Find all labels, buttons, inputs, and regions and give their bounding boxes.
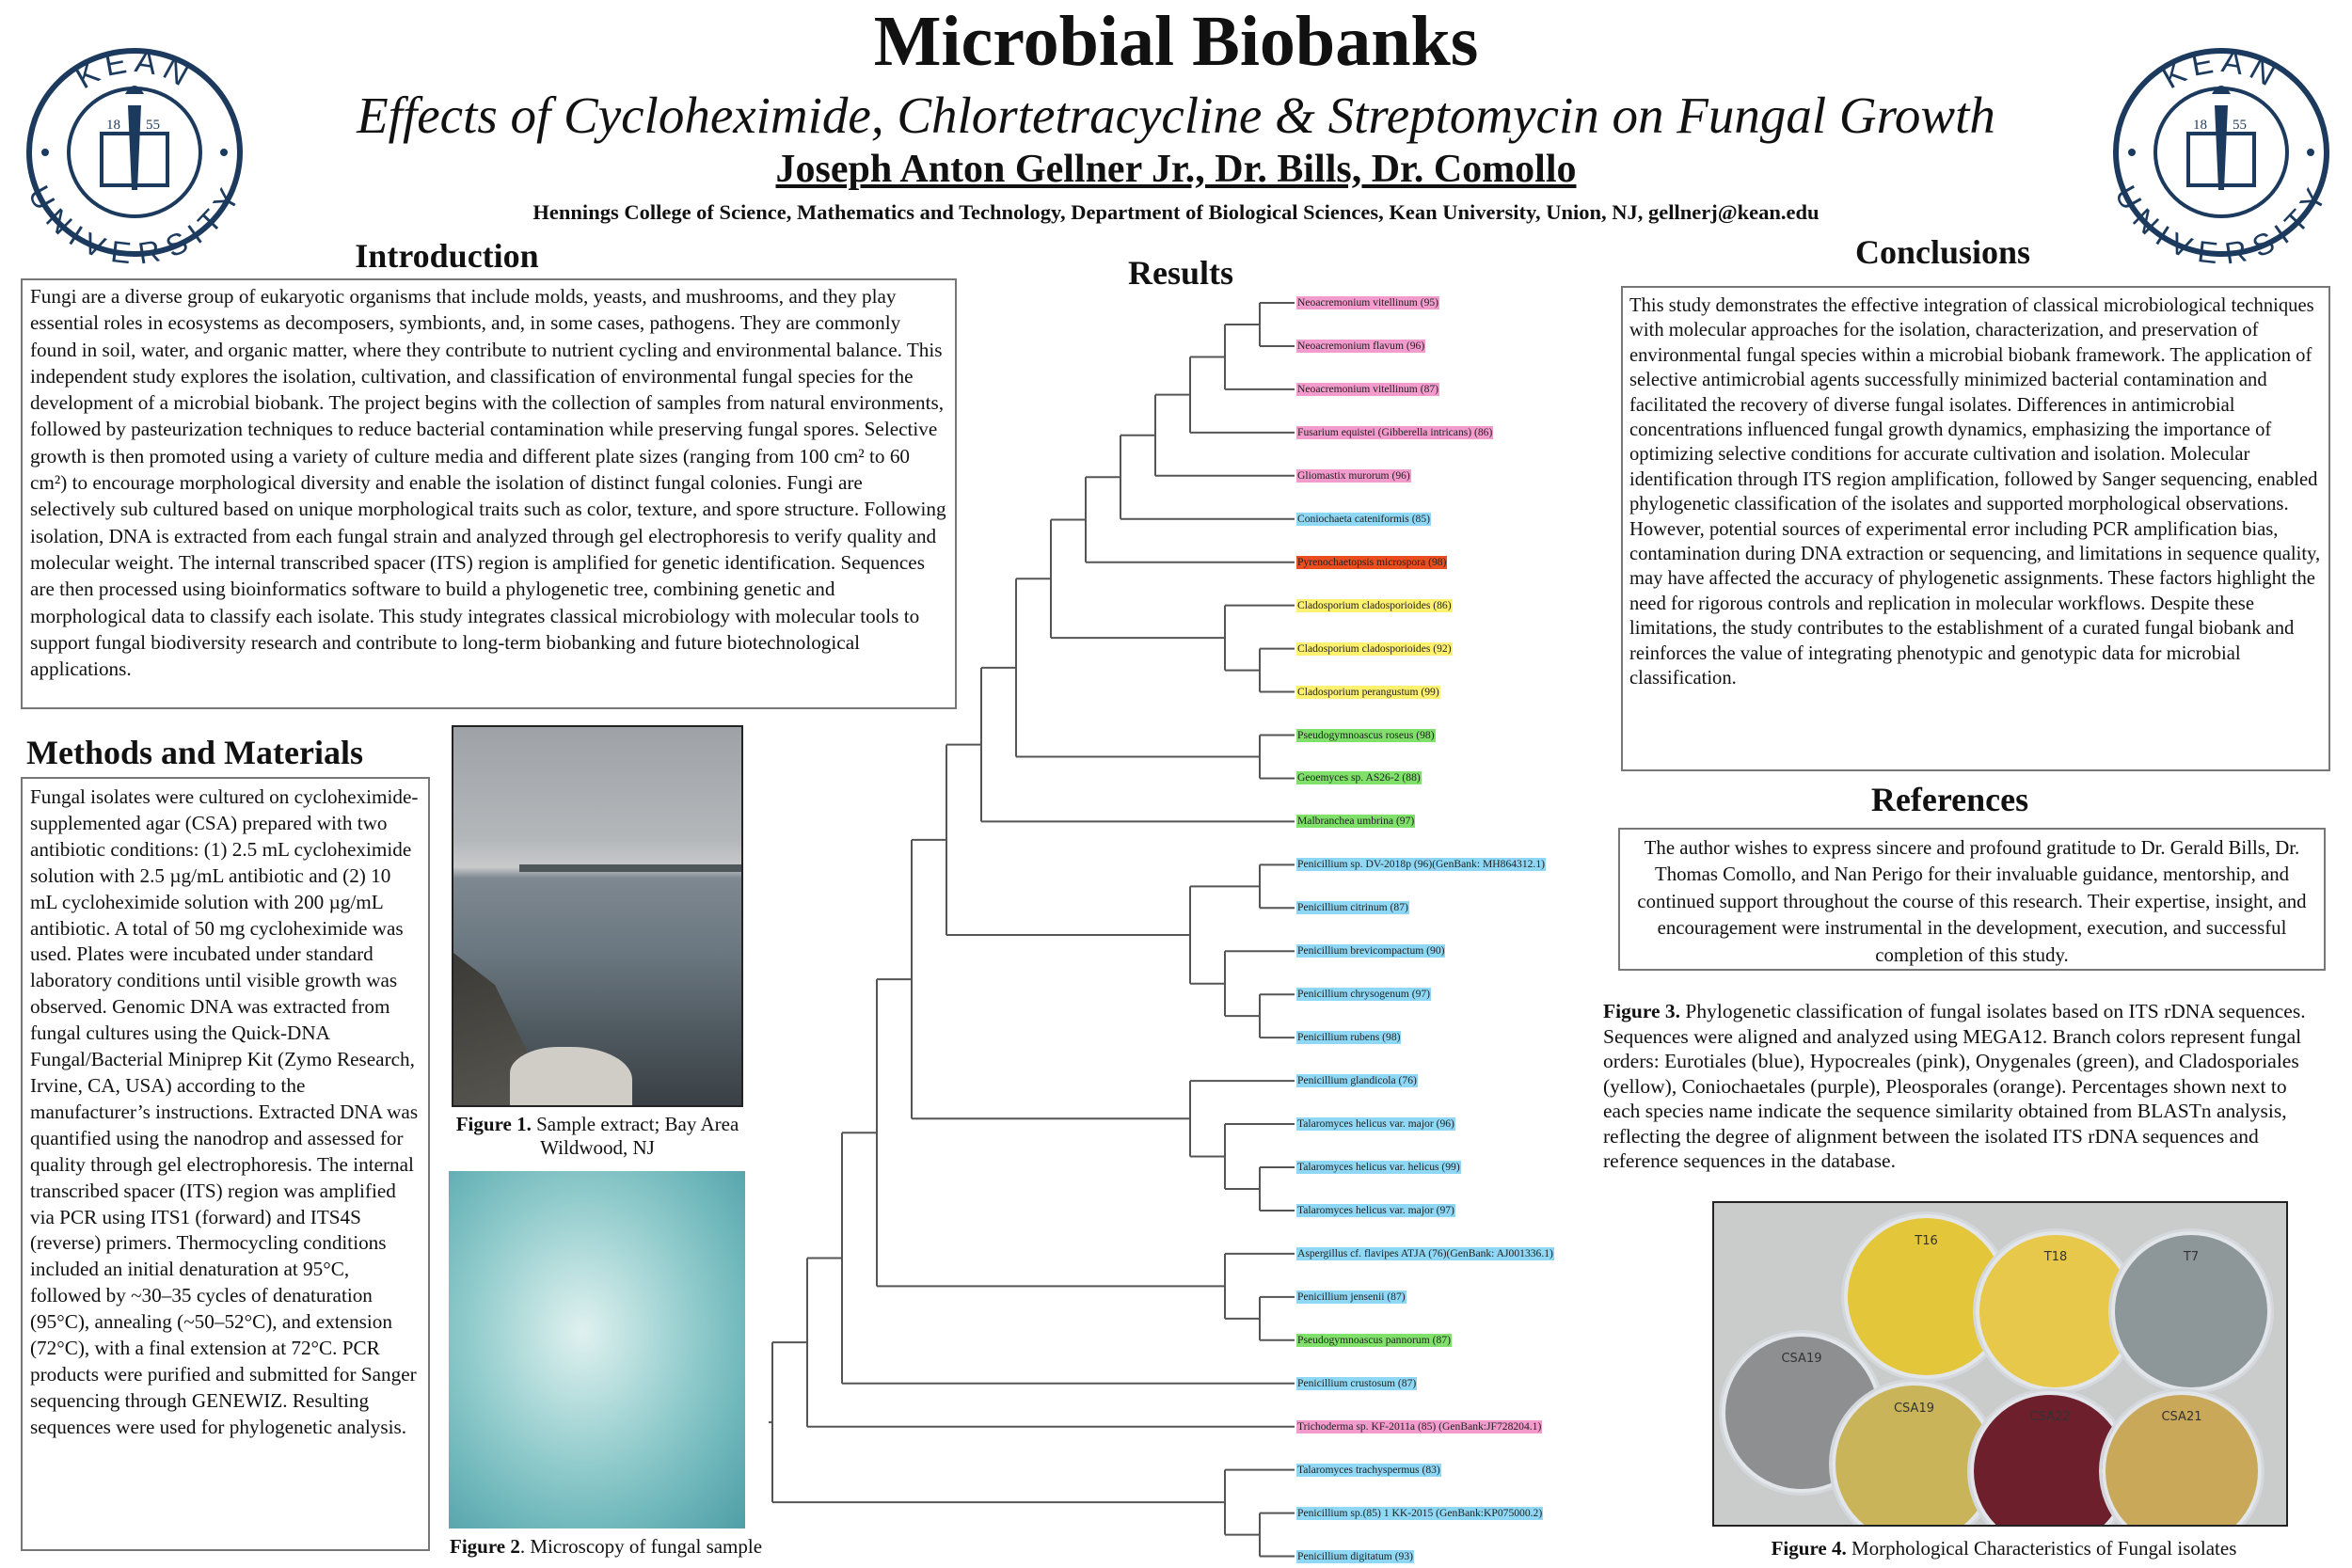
tree-leaf-label: Fusarium equistei (Gibberella intricans) (86) xyxy=(1297,425,1493,438)
tree-leaf-label: Trichoderma sp. KF-2011a (85) (GenBank:JF728204.1) xyxy=(1297,1419,1542,1433)
figure-4-caption xyxy=(1693,1537,2314,1560)
figure-3-caption xyxy=(1603,999,2320,1174)
conclusions-box xyxy=(1621,286,2330,771)
logo-bottom-text: UNIVERSITY xyxy=(22,180,248,265)
tree-leaf-label: Pseudogymnoascus roseus (98) xyxy=(1297,728,1435,741)
references-text: The author wishes to express sincere and profound gratitude to Dr. Gerald Bills, Dr. Thomas Comollo, and Nan Perigo for their invaluable guidance, mentorship, and continued support throughout the course of this research. Their expertise, insight, and encouragement were instrumental in the development, execution, and successful completion of this study. xyxy=(1637,837,2307,966)
logo-year-right: 55 xyxy=(146,118,160,133)
tree-leaf-label: Talaromyces helicus var. major (96) xyxy=(1297,1117,1454,1131)
tree-leaf-label: Malbranchea umbrina (97) xyxy=(1297,815,1415,828)
tree-leaf-label: Pseudogymnoascus pannorum (87) xyxy=(1297,1333,1451,1346)
tree-leaf-label: Penicillium sp.(85) 1 KK-2015 (GenBank:KP075000.2) xyxy=(1297,1506,1543,1519)
tree-leaf-label: Penicillium jensenii (87) xyxy=(1297,1290,1406,1303)
petri-dish-label: CSA19 xyxy=(1781,1352,1822,1367)
figure-1-caption-text: Sample extract; Bay Area Wildwood, NJ xyxy=(531,1113,739,1159)
introduction-text: Fungi are a diverse group of eukaryotic organisms that include molds, yeasts, and mushrooms, and they play essential roles in ecosystems as decomposers, symbionts, and, in some cases, pathogens. They are commonly found in soil, water, and organic matter, where they contribute to nutrient cycling and environmental balance. This independent study explores the isolation, cultivation, and classification of environmental fungal species for the development of a microbial biobank. The project begins with the collection of samples from natural environments, followed by pasteurization techniques to reduce bacterial contamination while preserving fungal spores. Selective growth is then promoted using a variety of culture media and different plate sizes (ranging from 100 cm² to 60 cm²) to encourage morphological diversity and enable the isolation of distinct fungal colonies. Fungi are selectively sub cultured based on unique morphological traits such as color, texture, and spore structure. Following isolation, DNA is extracted from each fungal strain and analyzed through gel electrophoresis to verify quality and molecular weight. The internal transcribed spacer (ITS) region is amplified for genetic identification. Sequences are then processed using bioinformatics software to build a phylogenetic tree, combining genetic and morphological data to classify each isolate. This study integrates classical microbiology with molecular tools to support fungal biodiversity research and contribute to long-term biobanking and future biotechnological applications. xyxy=(30,285,946,681)
petri-dish-label: T7 xyxy=(2183,1250,2200,1265)
logo-top-text: KEAN xyxy=(69,43,200,97)
poster-title: Microbial Biobanks xyxy=(873,2,1479,81)
petri-dish-label: T16 xyxy=(1915,1233,1938,1248)
figure-2-caption-text: . Microscopy of fungal sample xyxy=(519,1535,763,1558)
figure-1-label: Figure 1. xyxy=(455,1113,532,1135)
figure-3-caption-text: Phylogenetic classification of fungal isolates based on ITS rDNA sequences. Sequences were aligned and analyzed using MEGA12. Branch colors represent fungal orders: Eurotiales (blue), Hypocreales (pink), Onygenales (green), and Cladosporiales (yellow), Coniochaetales (purple), Pleosporales (orange). Percentages shown next to each species name indicate the sequence similarity obtained from BLASTn analysis, reflecting the degree of alignment between the isolated ITS rDNA sequences and reference sequences in the database. xyxy=(1603,1000,2306,1172)
tree-leaf-label: Penicillium digitatum (93) xyxy=(1297,1549,1414,1562)
tree-leaf-label: Penicillium rubens (98) xyxy=(1297,1031,1401,1044)
tree-leaf-label: Penicillium brevicompactum (90) xyxy=(1297,944,1445,958)
figure-3-label: Figure 3. xyxy=(1603,1000,1681,1022)
tree-leaf-label: Cladosporium cladosporioides (92) xyxy=(1297,641,1452,655)
results-heading: Results xyxy=(1127,254,1233,292)
logo-top-text: KEAN xyxy=(2155,43,2287,97)
tree-leaf-label: Talaromyces trachyspermus (83) xyxy=(1297,1463,1440,1476)
tree-leaf-label: Neoacremonium vitellinum (95) xyxy=(1297,296,1439,309)
tree-leaf-label: Penicillium glandicola (76) xyxy=(1297,1074,1417,1087)
figure-4-petri-dishes-photo xyxy=(1712,1201,2288,1527)
figure-4-caption-text: Morphological Characteristics of Fungal isolates xyxy=(1846,1537,2237,1560)
tree-leaf-label: Gliomastix murorum (96) xyxy=(1297,468,1410,482)
logo-year-left: 18 xyxy=(2193,118,2207,133)
tree-leaf-label: Penicillium crustosum (87) xyxy=(1297,1376,1417,1389)
tree-leaf-label: Talaromyces helicus var. major (97) xyxy=(1297,1203,1454,1216)
conclusions-text: This study demonstrates the effective integration of classical microbiological techniques with molecular approaches for the isolation, characterization, and preservation of environmental fungal species within a microbial biobank framework. The application of selective antimicrobial agents successfully minimized bacterial contamination and facilitated the recovery of diverse fungal isolates. Differences in antimicrobial concentrations influenced fungal growth dynamics, emphasizing the importance of optimizing selective conditions for accurate cultivation and isolation. Molecular identification through ITS region amplification, followed by Sanger sequencing, enabled phylogenetic classification of the isolates and supported morphological observations. However, potential sources of experimental error including PCR amplification bias, contamination during DNA extraction or sequencing, and limitations in sequence quality, may have affected the accuracy of phylogenetic assignments. These factors highlight the need for rigorous controls and replication in molecular workflows. Despite these limitations, the study contributes to the establishment of a curated fungal biobank and reinforces the value of integrating phenotypic and genotypic data for microbial classification. xyxy=(1629,295,2321,689)
tree-leaf-label: Cladosporium perangustum (99) xyxy=(1297,685,1439,698)
petri-dish xyxy=(2102,1391,2262,1527)
references-heading: References xyxy=(1870,781,2029,818)
petri-dish xyxy=(2111,1231,2271,1391)
references-box xyxy=(1618,828,2326,971)
figure-4-label: Figure 4. xyxy=(1771,1537,1847,1560)
poster-subtitle: Effects of Cycloheximide, Chlortetracycline & Streptomycin on Fungal Growth xyxy=(357,87,1995,144)
tree-leaf-label: Pyrenochaetopsis microspora (98) xyxy=(1297,555,1447,568)
tree-leaf-label: Talaromyces helicus var. helicus (99) xyxy=(1297,1161,1460,1173)
petri-dish-label: T18 xyxy=(2043,1250,2068,1265)
tree-leaf-label: Aspergillus cf. flavipes ATJA (76)(GenBank: AJ001336.1) xyxy=(1297,1246,1553,1259)
methods-text: Fungal isolates were cultured on cycloheximide-supplemented agar (CSA) prepared with two antibiotic conditions: (1) 2.5 mL cycloheximide solution with 2.5 µg/mL antibiotic and (2) 10 mL cycloheximide solution with 200 µg/mL antibiotic. A total of 50 mg cycloheximide was used. Plates were incubated under standard laboratory conditions until visible growth was observed. Genomic DNA was extracted from fungal cultures using the Quick-DNA Fungal/Bacterial Miniprep Kit (Zymo Research, Irvine, CA, USA) according to the manufacturer’s instructions. Extracted DNA was quantified using the nanodrop and assessed for quality through gel electrophoresis. The internal transcribed spacer (ITS) region was amplified via PCR using ITS1 (forward) and ITS4S (reverse) primers. Thermocycling conditions included an initial denaturation at 95°C, followed by ~30–35 cycles of denaturation (95°C), annealing (~50–52°C), and extension (72°C), with a final extension at 72°C. PCR products were purified and submitted for Sanger sequencing through GENEWIZ. Resulting sequences were used for phylogenetic analysis. xyxy=(30,785,419,1438)
petri-dish-label: CSA22 xyxy=(2029,1410,2071,1425)
tree-leaf-label: Coniochaeta cateniformis (85) xyxy=(1297,512,1431,525)
tree-leaf-label: Neoacremonium flavum (96) xyxy=(1297,339,1425,352)
figure-2-label: Figure 2 xyxy=(450,1535,520,1558)
conclusions-heading: Conclusions xyxy=(1854,233,2031,271)
introduction-heading: Introduction xyxy=(355,237,539,275)
petri-dish-label: CSA21 xyxy=(2161,1410,2202,1425)
tree-leaf-label: Neoacremonium vitellinum (87) xyxy=(1297,382,1439,395)
methods-heading: Methods and Materials xyxy=(26,734,363,771)
tree-leaf-label: Penicillium sp. DV-2018p (96)(GenBank: MH864312.1) xyxy=(1297,858,1545,871)
tree-leaf-label: Penicillium chrysogenum (97) xyxy=(1297,988,1431,1001)
affiliation: Hennings College of Science, Mathematics and Technology, Department of Biological Sciences, Kean University, Union, NJ, gellnerj@kean.edu xyxy=(532,200,1820,224)
tree-leaf-label: Cladosporium cladosporioides (86) xyxy=(1297,598,1452,611)
tree-leaf-label: Penicillium citrinum (87) xyxy=(1297,901,1408,914)
authors-text: Joseph Anton Gellner Jr., Dr. Bills, Dr. Comollo xyxy=(775,148,1577,191)
tree-leaf-label: Geoemyces sp. AS26-2 (88) xyxy=(1297,771,1421,784)
logo-year-left: 18 xyxy=(106,118,120,133)
petri-dish-label: CSA19 xyxy=(1893,1401,1934,1416)
logo-year-right: 55 xyxy=(2233,118,2247,133)
logo-bottom-text: UNIVERSITY xyxy=(2108,180,2335,265)
